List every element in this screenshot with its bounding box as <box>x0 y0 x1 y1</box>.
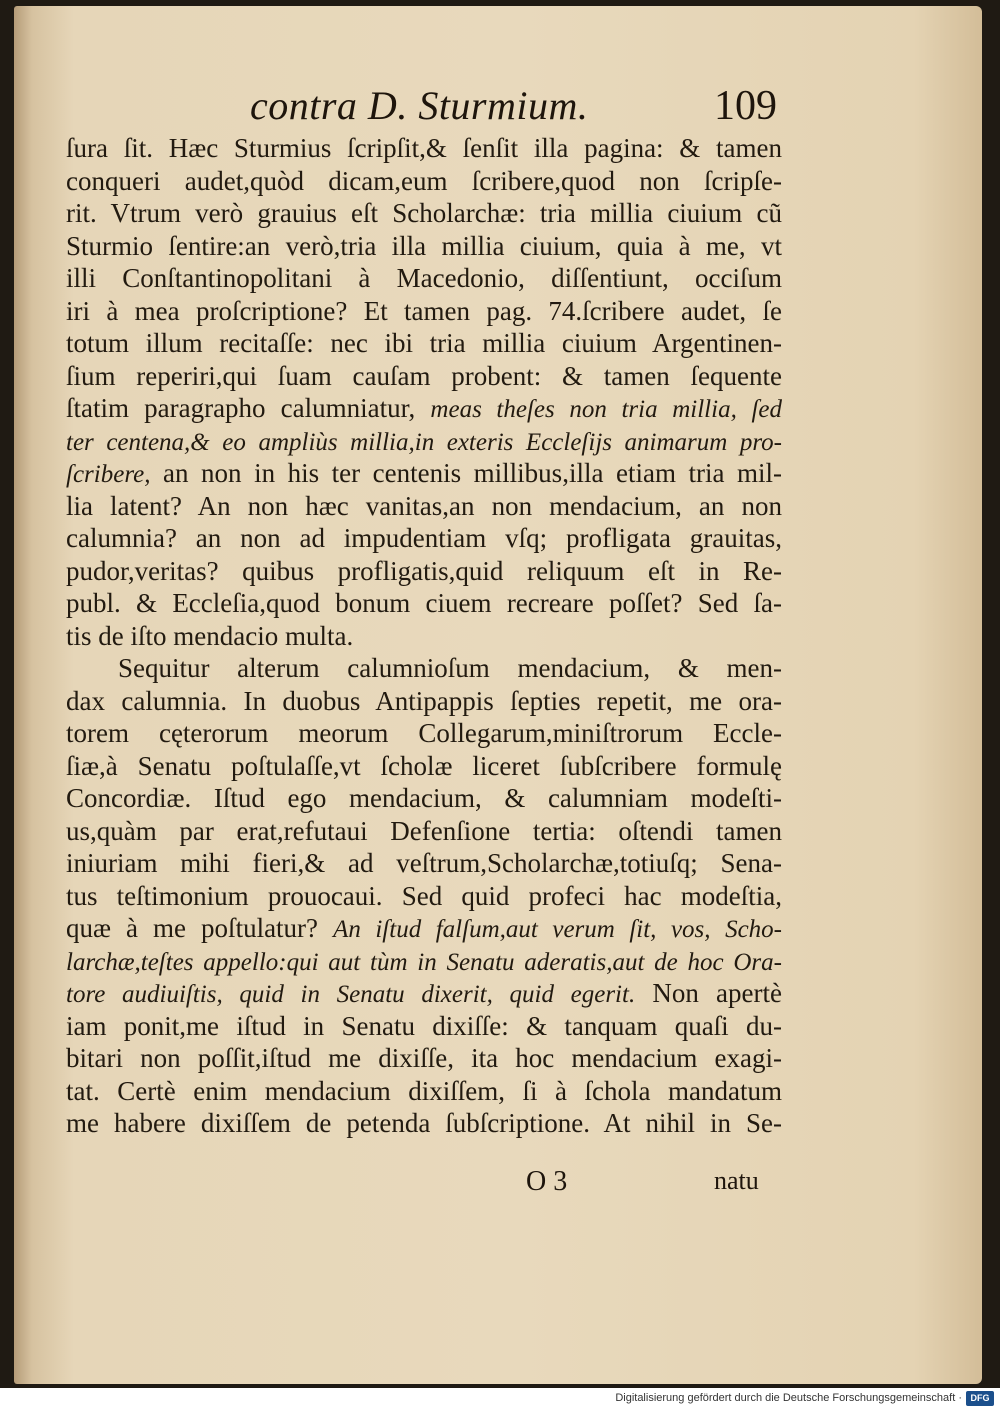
text-segment: ſiæ,à Senatu poſtulaſſe,vt ſcholæ liceret ſubſcribere formulę <box>66 750 782 781</box>
text-line <box>66 815 782 848</box>
text-segment: us,quàm par erat,refutaui Defenſione tertia: oſtendi tamen <box>66 815 782 846</box>
italic-quotation: larchæ,teſtes appello:qui aut tùm in Senatu aderatis,aut de hoc Ora- <box>66 948 782 976</box>
text-segment: ſium reperiri,qui ſuam cauſam probent: & tamen ſequente <box>66 360 782 391</box>
text-segment: publ. & Eccleſia,quod bonum ciuem recreare poſſet? Sed ſa- <box>66 588 782 618</box>
text-line <box>66 1107 782 1140</box>
text-line <box>66 522 782 555</box>
text-line <box>66 977 782 1010</box>
text-line <box>66 1075 782 1108</box>
text-segment: tat. Certè enim mendacium dixiſſem, ſi à ſchola mandatum <box>66 1075 782 1106</box>
text-line <box>66 880 782 913</box>
text-segment: iri à mea proſcriptione? Et tamen pag. 74.ſcribere audet, ſe <box>66 295 782 326</box>
text-line <box>66 230 782 263</box>
text-line <box>66 620 782 653</box>
text-segment: dax calumnia. In duobus Antipappis ſepties repetit, me ora- <box>66 685 782 716</box>
text-segment: Concordiæ. Iſtud ego mendacium, & calumniam modeſti- <box>66 783 782 813</box>
text-line <box>66 652 782 685</box>
text-segment: iniuriam mihi fieri,& ad veſtrum,Scholarchæ,totiuſq; Sena- <box>66 848 782 878</box>
text-segment: an non in his ter centenis millibus,illa etiam tria mil- <box>150 458 782 488</box>
text-segment: Sturmio ſentire:an verò,tria illa millia ciuium, quia à me, vt <box>66 230 782 261</box>
text-line <box>66 717 782 750</box>
text-line <box>66 847 782 880</box>
text-segment: rit. Vtrum verò grauius eſt Scholarchæ: tria millia ciuium cũ <box>66 198 782 228</box>
text-segment: Non apertè <box>635 978 782 1008</box>
italic-quotation: ter centena,& eo ampliùs millia,in exteris Eccleſijs animarum pro- <box>66 428 782 456</box>
italic-quotation: meas theſes non tria millia, ſed <box>430 396 782 423</box>
text-line <box>66 392 782 425</box>
dfg-logo: DFG <box>966 1391 994 1406</box>
text-segment: tis de iſto mendacio multa. <box>66 620 354 651</box>
text-segment: quæ à me poſtulatur? <box>66 913 334 943</box>
footer-bar <box>0 1388 1000 1412</box>
funding-credit: Digitalisierung gefördert durch die Deutsche Forschungsgemeinschaft · <box>615 1392 962 1404</box>
text-line <box>66 295 782 328</box>
text-line <box>66 912 782 945</box>
text-line <box>66 327 782 360</box>
text-segment: calumnia? an non ad impudentiam vſq; profligata grauitas, <box>66 523 782 553</box>
text-line <box>66 165 782 198</box>
text-segment: bitari non poſſit,iſtud me dixiſſe, ita hoc mendacium exagi- <box>66 1043 782 1073</box>
text-line <box>66 555 782 588</box>
text-segment: tus teſtimonium prouocaui. Sed quid profeci hac modeſtia, <box>66 880 782 911</box>
text-line <box>66 1042 782 1075</box>
running-head: contra D. Sturmium. <box>250 83 589 128</box>
signature-mark: O 3 <box>526 1166 568 1197</box>
italic-quotation: An iſtud falſum,aut verum ſit, vos, Scho- <box>333 916 782 943</box>
book-page <box>14 6 982 1384</box>
text-segment: Sequitur alterum calumnioſum mendacium, & men- <box>118 653 782 683</box>
text-line <box>66 945 782 978</box>
text-segment: conqueri audet,quòd dicam,eum ſcribere,quod non ſcripſe- <box>66 165 782 196</box>
catchword: natu <box>714 1166 759 1195</box>
text-line <box>66 750 782 783</box>
text-segment: ſtatim paragrapho calumniatur, <box>66 393 431 423</box>
text-line <box>66 360 782 393</box>
text-segment: iam ponit,me iſtud in Senatu dixiſſe: & tanquam quaſi du- <box>66 1010 782 1041</box>
text-line <box>66 782 782 815</box>
text-line <box>66 262 782 295</box>
page-number: 109 <box>714 83 777 129</box>
text-segment: torem cęterorum meorum Collegarum,miniſtrorum Eccle- <box>66 718 782 748</box>
italic-quotation: tore audiuiſtis, quid in Senatu dixerit, quid egerit. <box>66 981 636 1008</box>
text-segment: me habere dixiſſem de petenda ſubſcriptione. At nihil in Se- <box>66 1108 782 1138</box>
text-segment: totum illum recitaſſe: nec ibi tria millia ciuium Argentinen- <box>66 328 782 358</box>
text-line <box>66 1010 782 1043</box>
text-line <box>66 132 782 165</box>
text-segment: ſura ſit. Hæc Sturmius ſcripſit,& ſenſit illa pagina: & tamen <box>66 133 782 163</box>
text-line <box>66 197 782 230</box>
text-line <box>66 587 782 620</box>
text-line <box>66 685 782 718</box>
italic-quotation: ſcribere, <box>66 461 151 488</box>
text-line <box>66 425 782 458</box>
text-line <box>66 490 782 523</box>
text-segment: pudor,veritas? quibus profligatis,quid reliquum eſt in Re- <box>66 555 782 586</box>
text-line <box>66 457 782 490</box>
text-segment: lia latent? An non hæc vanitas,an non mendacium, an non <box>66 490 782 521</box>
body-text <box>66 132 782 1140</box>
text-segment: illi Conſtantinopolitani à Macedonio, diſſentiunt, occiſum <box>66 263 782 293</box>
